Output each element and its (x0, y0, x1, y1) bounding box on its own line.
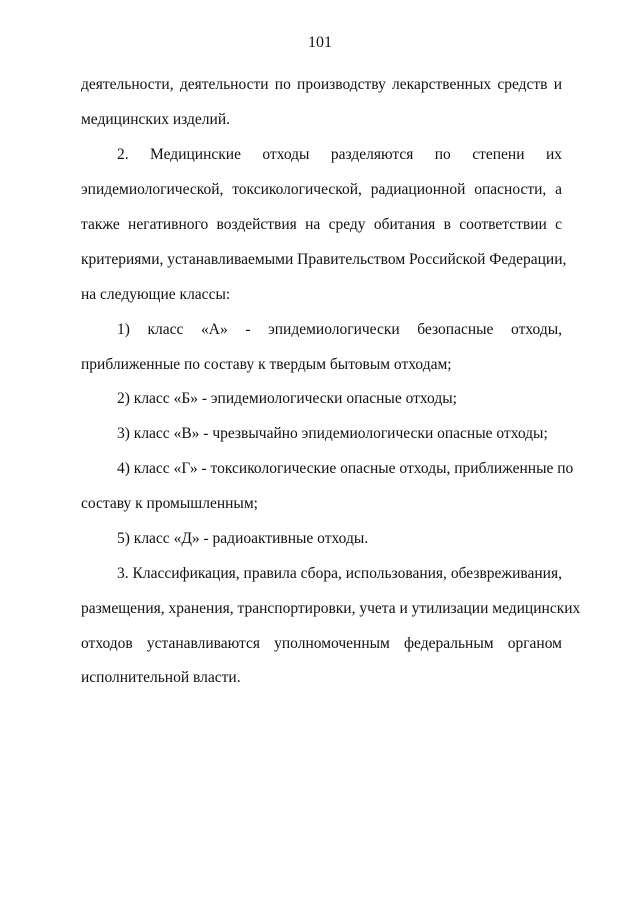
text-line: на следующие классы: (81, 286, 231, 303)
text-line: эпидемиологической, токсикологической, радиационной опасности, а (81, 181, 562, 198)
list-item-class-b: 2) класс «Б» - эпидемиологически опасные отходы; (117, 390, 457, 407)
text-line: медицинских изделий. (81, 111, 230, 128)
list-item-class-d: 5) класс «Д» - радиоактивные отходы. (117, 530, 369, 547)
text-line: также негативного воздействия на среду обитания в соответствии с (81, 216, 562, 233)
text-line: отходов устанавливаются уполномоченным федеральным органом (81, 635, 562, 652)
text-line: деятельности, деятельности по производству лекарственных средств и (81, 76, 562, 93)
list-item-class-a: 1) класс «А» - эпидемиологически безопасные отходы, (117, 321, 562, 338)
text-line: исполнительной власти. (81, 669, 241, 686)
paragraph-first-line: 3. Классификация, правила сбора, использования, обезвреживания, (117, 565, 562, 582)
page-number: 101 (308, 34, 332, 51)
text-line: критериями, устанавливаемыми Правительством Российской Федерации, (81, 251, 567, 268)
text-line: составу к промышленным; (81, 495, 258, 512)
list-item-class-v: 3) класс «В» - чрезвычайно эпидемиологически опасные отходы; (117, 425, 548, 442)
list-item-class-g: 4) класс «Г» - токсикологические опасные отходы, приближенные по (117, 460, 574, 477)
text-line: приближенные по составу к твердым бытовым отходам; (81, 356, 452, 373)
text-line: размещения, хранения, транспортировки, учета и утилизации медицинских (81, 600, 581, 617)
paragraph-first-line: 2. Медицинские отходы разделяются по степени их (117, 146, 562, 163)
